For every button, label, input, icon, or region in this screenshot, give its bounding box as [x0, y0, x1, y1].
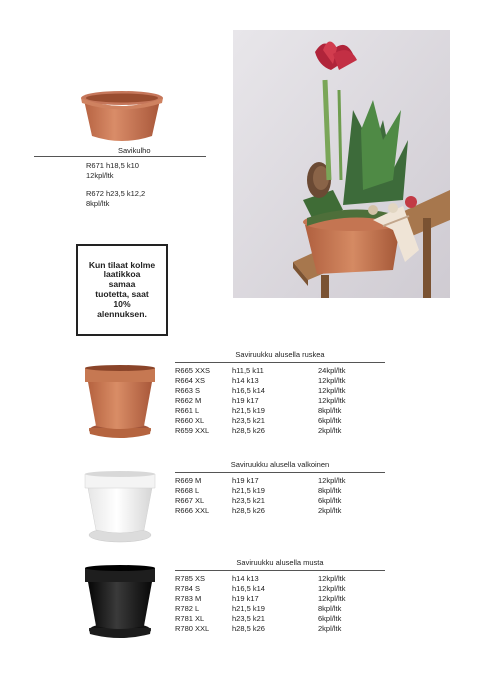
table-row — [175, 396, 385, 406]
promo-box — [76, 244, 168, 336]
bowl-specs — [86, 161, 206, 217]
product-dims: h14 k13 — [232, 574, 259, 583]
product-pack: 6kpl/ltk — [318, 614, 342, 623]
product-code: R663 S — [175, 386, 201, 395]
product-dims: h21,5 k19 — [232, 604, 265, 613]
product-code: R780 XXL — [175, 624, 210, 633]
product-pack: 2kpl/ltk — [318, 624, 342, 633]
product-pack: 8kpl/ltk — [318, 406, 342, 415]
table-row — [175, 426, 385, 436]
product-pack: 6kpl/ltk — [318, 496, 342, 505]
product-dims: h16,5 k14 — [232, 386, 265, 395]
bowl-spec-group — [86, 189, 206, 208]
table-row — [175, 386, 385, 396]
section-title: Saviruukku alusella valkoinen — [230, 460, 330, 469]
product-photo — [233, 30, 450, 298]
table-row — [175, 604, 385, 614]
table-row — [175, 486, 385, 496]
section-title: Saviruukku alusella musta — [236, 558, 324, 567]
divider — [175, 362, 385, 363]
product-dims: h19 k17 — [232, 396, 259, 405]
table-row — [175, 506, 385, 516]
promo-text: Kun tilaat kolme laatikkoa samaa tuotetta, saat 10% alennuksen. — [88, 259, 156, 319]
product-pack: 12kpl/ltk — [318, 476, 346, 485]
product-pack: 12kpl/ltk — [318, 574, 346, 583]
table-row — [175, 376, 385, 386]
product-code: R668 L — [175, 486, 200, 495]
bowl-spec-pack: 12kpl/ltk — [86, 170, 114, 180]
product-pack: 8kpl/ltk — [318, 604, 342, 613]
pot-white-image — [80, 470, 160, 546]
product-code: R784 S — [175, 584, 201, 593]
product-dims: h21,5 k19 — [232, 406, 265, 415]
product-dims: h23,5 k21 — [232, 496, 265, 505]
bowl-spec-group — [86, 161, 206, 180]
product-code: R660 XL — [175, 416, 205, 425]
product-dims: h19 k17 — [232, 476, 259, 485]
product-code: R783 M — [175, 594, 202, 603]
product-pack: 24kpl/ltk — [318, 366, 346, 375]
table-row — [175, 594, 385, 604]
table-row — [175, 416, 385, 426]
product-dims: h21,5 k19 — [232, 486, 265, 495]
product-dims: h23,5 k21 — [232, 416, 265, 425]
section-black — [175, 558, 385, 634]
section-white — [175, 460, 385, 516]
product-code: R667 XL — [175, 496, 205, 505]
table-row — [175, 584, 385, 594]
product-pack: 12kpl/ltk — [318, 386, 346, 395]
table-row — [175, 574, 385, 584]
product-code: R666 XXL — [175, 506, 210, 515]
section-title: Saviruukku alusella ruskea — [235, 350, 325, 359]
table-row — [175, 476, 385, 486]
pot-black-image — [80, 564, 160, 644]
product-code: R785 XS — [175, 574, 206, 583]
product-code: R665 XXS — [175, 366, 211, 375]
bowl-spec-line: R671 h18,5 k10 — [86, 161, 139, 170]
product-pack: 12kpl/ltk — [318, 594, 346, 603]
bowl-title: Savikulho — [118, 146, 151, 155]
product-code: R669 M — [175, 476, 202, 485]
product-dims: h19 k17 — [232, 594, 259, 603]
product-pack: 2kpl/ltk — [318, 506, 342, 515]
product-dims: h23,5 k21 — [232, 614, 265, 623]
product-dims: h16,5 k14 — [232, 584, 265, 593]
product-code: R662 M — [175, 396, 202, 405]
product-dims: h14 k13 — [232, 376, 259, 385]
product-pack: 8kpl/ltk — [318, 486, 342, 495]
product-code: R664 XS — [175, 376, 206, 385]
spec-table — [175, 366, 385, 436]
product-code: R659 XXL — [175, 426, 210, 435]
product-pack: 12kpl/ltk — [318, 584, 346, 593]
section-brown — [175, 350, 385, 436]
divider — [175, 472, 385, 473]
pot-brown-image — [80, 364, 160, 444]
bowl-image — [78, 88, 166, 144]
table-row — [175, 366, 385, 376]
product-code: R781 XL — [175, 614, 205, 623]
product-dims: h11,5 k11 — [232, 366, 264, 375]
product-dims: h28,5 k26 — [232, 506, 265, 515]
product-pack: 2kpl/ltk — [318, 426, 342, 435]
bowl-spec-line: R672 h23,5 k12,2 — [86, 189, 146, 198]
product-pack: 6kpl/ltk — [318, 416, 342, 425]
spec-table — [175, 476, 385, 516]
bowl-spec-pack: 8kpl/ltk — [86, 198, 110, 208]
table-row — [175, 496, 385, 506]
table-row — [175, 406, 385, 416]
table-row — [175, 614, 385, 624]
product-dims: h28,5 k26 — [232, 624, 265, 633]
product-pack: 12kpl/ltk — [318, 376, 346, 385]
product-code: R661 L — [175, 406, 200, 415]
divider — [175, 570, 385, 571]
divider — [34, 156, 206, 157]
product-dims: h28,5 k26 — [232, 426, 265, 435]
product-code: R782 L — [175, 604, 200, 613]
product-pack: 12kpl/ltk — [318, 396, 346, 405]
spec-table — [175, 574, 385, 634]
table-row — [175, 624, 385, 634]
